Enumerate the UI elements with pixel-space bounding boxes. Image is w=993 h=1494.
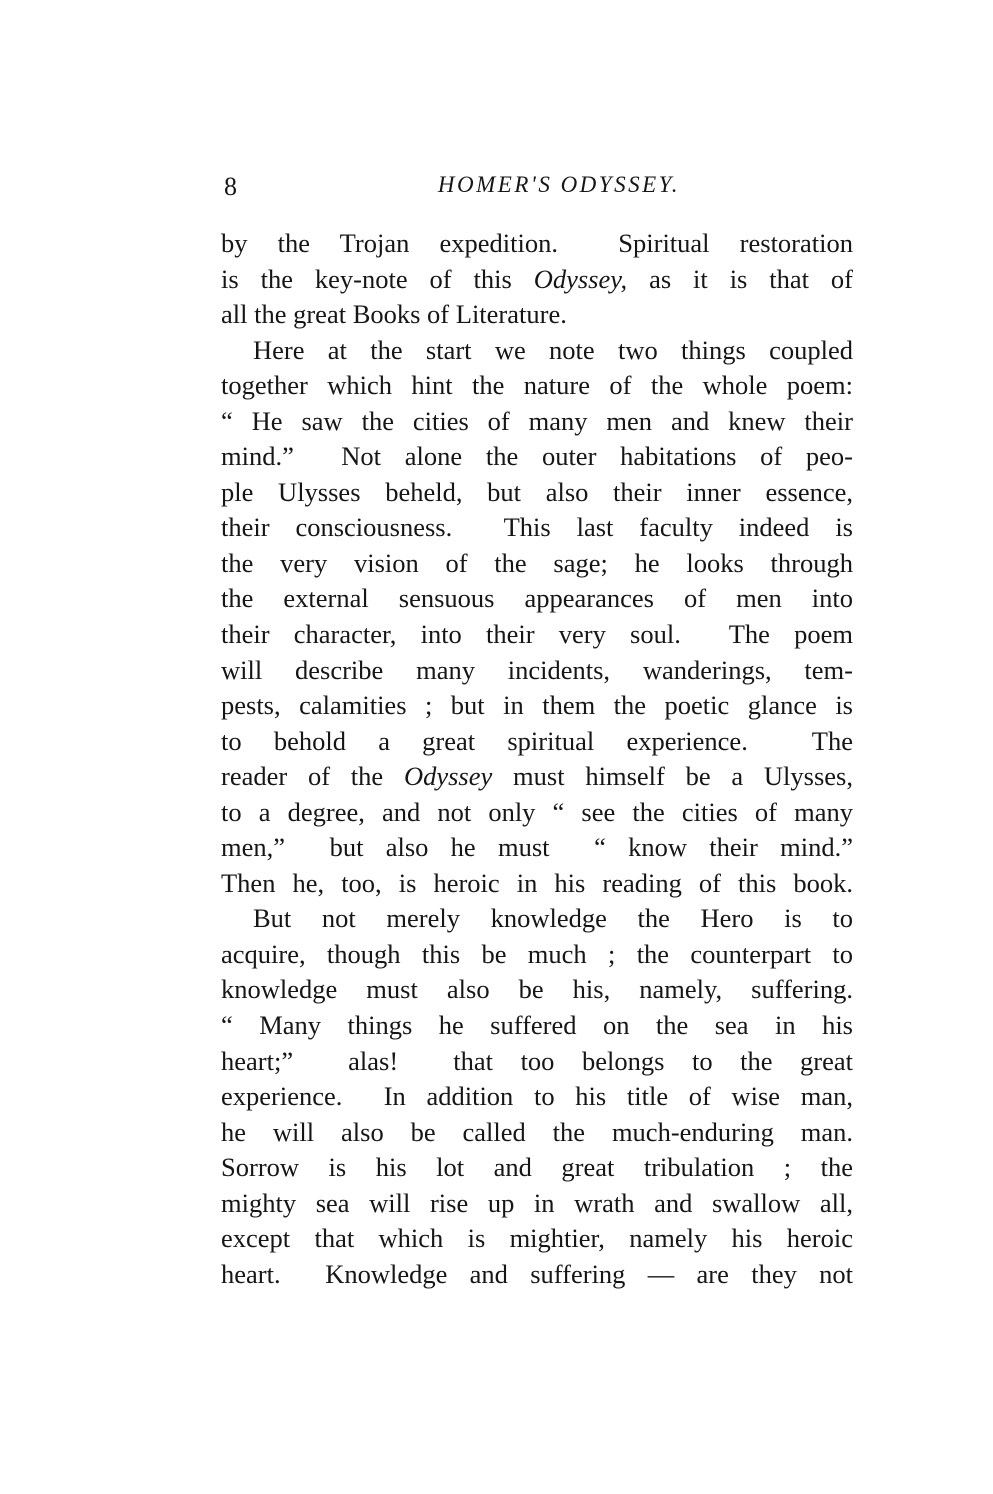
text-line: Then he, too, is heroic in his reading of this book. (221, 867, 853, 898)
text-line: mind.” Not alone the outer habitations of peo- (221, 441, 853, 472)
text-line: together which hint the nature of the whole poem: (221, 370, 853, 401)
text-line: pests, calamities ; but in them the poetic glance is (221, 690, 853, 721)
text-line: reader of the Odyssey must himself be a Ulysses, (221, 761, 853, 792)
text-line: “ Many things he suffered on the sea in his (221, 1010, 853, 1041)
text-line: their character, into their very soul. The poem (221, 619, 853, 650)
text-line: Sorrow is his lot and great tribulation ; the (221, 1152, 853, 1183)
text-line: the external sensuous appearances of men into (221, 583, 853, 614)
text-line: heart. Knowledge and suffering — are they not (221, 1258, 853, 1289)
text-line: he will also be called the much-enduring man. (221, 1116, 853, 1147)
text-line: knowledge must also be his, namely, suffering. (221, 974, 853, 1005)
text-line: men,” but also he must “ know their mind.” (221, 832, 853, 863)
text-line: is the key-note of this Odyssey, as it is that of (221, 263, 853, 294)
running-head (224, 172, 854, 212)
text-line: their consciousness. This last faculty indeed is (221, 512, 853, 543)
text-line: by the Trojan expedition. Spiritual restoration (221, 228, 853, 258)
page-number: 8 (224, 172, 237, 201)
body-text (221, 226, 853, 1292)
text-line: mighty sea will rise up in wrath and swallow all, (221, 1187, 853, 1218)
text-line: But not merely knowledge the Hero is to (253, 903, 853, 934)
text-line: except that which is mightier, namely his heroic (221, 1223, 853, 1254)
text-line: Here at the start we note two things coupled (253, 334, 853, 365)
text-line: to a degree, and not only “ see the cities of many (221, 796, 853, 827)
text-line: acquire, though this be much ; the counterpart to (221, 938, 853, 969)
text-line: experience. In addition to his title of wise man, (221, 1081, 853, 1112)
italic-title: Odyssey, (533, 263, 628, 294)
text-line: all the great Books of Literature. (221, 299, 567, 330)
text-line: heart;” alas! that too belongs to the great (221, 1045, 853, 1076)
running-title: HOMER'S ODYSSEY. (437, 172, 681, 197)
text-line: ple Ulysses beheld, but also their inner essence, (221, 476, 853, 507)
italic-title: Odyssey (403, 761, 493, 792)
text-line: “ He saw the cities of many men and knew their (221, 405, 853, 436)
text-line: to behold a great spiritual experience. The (221, 725, 853, 756)
text-line: will describe many incidents, wanderings, tem- (221, 654, 853, 685)
text-line: the very vision of the sage; he looks through (221, 547, 853, 578)
